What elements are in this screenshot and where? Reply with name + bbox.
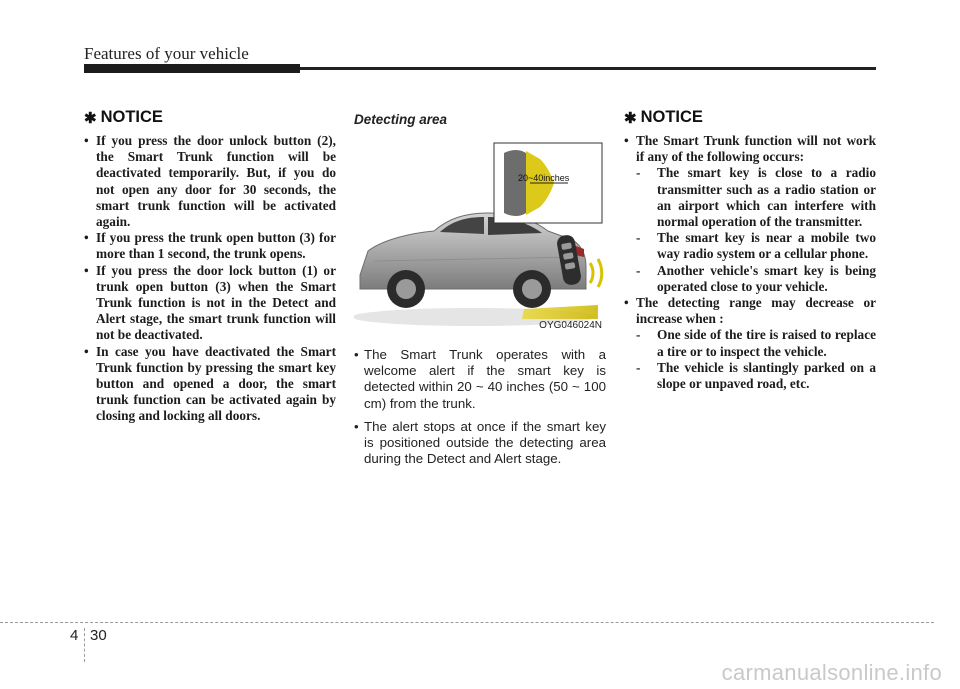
right-notice-subitem-text: The smart key is close to a radio transmitter such as a radio station or an airport which can interfere with normal operation of the transmitter. bbox=[657, 165, 876, 230]
right-notice-subitem-text: The smart key is near a mobile two way radio system or a cellular phone. bbox=[657, 230, 876, 262]
right-notice-item-text: The detecting range may decrease or increase when : bbox=[636, 295, 876, 327]
right-notice-subitem: - One side of the tire is raised to replace a tire or to inspect the vehicle. bbox=[636, 327, 876, 359]
right-notice-list bbox=[624, 133, 876, 392]
left-notice-list bbox=[84, 133, 336, 425]
car-wheel-rear-hub bbox=[522, 279, 542, 299]
right-notice-item bbox=[624, 295, 876, 392]
footer-divider bbox=[84, 628, 85, 662]
detecting-area-figure bbox=[354, 139, 606, 335]
watermark: carmanualsonline.info bbox=[721, 660, 942, 685]
left-notice-item: • If you press the door lock button (1) or trunk open button (3) when the Smart Trunk function is not in the Detect and Alert stage, the smart trunk function will not be deactivated. bbox=[84, 263, 336, 344]
right-notice-item bbox=[624, 133, 876, 295]
left-notice-item: • If you press the trunk open button (3) for more than 1 second, the trunk opens. bbox=[84, 230, 336, 262]
left-notice-title bbox=[84, 108, 336, 127]
signal-waves-icon bbox=[590, 259, 602, 287]
page-header-title: Features of your vehicle bbox=[84, 44, 249, 63]
right-notice-subitem: - The smart key is close to a radio transmitter such as a radio station or an airport which can interfere with normal operation of the transmitter. bbox=[636, 165, 876, 230]
page-section-number: 4 bbox=[70, 627, 79, 644]
right-notice-subitem: - The smart key is near a mobile two way radio system or a cellular phone. bbox=[636, 230, 876, 262]
left-notice-item: • In case you have deactivated the Smart Trunk function by pressing the smart key button and opened a door, the smart trunk function can be activated again by closing and locking all doors. bbox=[84, 344, 336, 425]
right-notice-sublist bbox=[636, 327, 876, 392]
inset-range-label: 20~40inches bbox=[518, 173, 570, 183]
right-notice-subitem-text: The vehicle is slantingly parked on a slope or unpaved road, etc. bbox=[657, 359, 876, 392]
notice-star-icon: ✱ bbox=[84, 109, 97, 127]
left-notice-item: • If you press the door unlock button (2), the Smart Trunk function will be deactivated temporarily. But, if you do not open any door for 30 seconds, the smart trunk function will be activated again. bbox=[84, 133, 336, 230]
right-notice-subitem-text: Another vehicle's smart key is being operated close to your vehicle. bbox=[657, 262, 876, 294]
right-notice-column bbox=[624, 108, 876, 392]
right-notice-subitem: - The vehicle is slantingly parked on a slope or unpaved road, etc. bbox=[636, 359, 876, 392]
left-notice-column bbox=[84, 108, 336, 425]
detecting-area-column bbox=[354, 108, 606, 474]
right-notice-subitem: - Another vehicle's smart key is being operated close to your vehicle. bbox=[636, 262, 876, 294]
right-notice-title bbox=[624, 108, 876, 127]
detecting-area-item: • The Smart Trunk operates with a welcome alert if the smart key is detected within 20 ~ 40 inches (50 ~ 100 cm) from the trunk. bbox=[354, 347, 606, 412]
header-tab-bar bbox=[84, 64, 300, 73]
car-wheel-front-hub bbox=[396, 279, 416, 299]
detecting-area-list bbox=[354, 347, 606, 467]
inset-car-rear bbox=[504, 150, 526, 216]
detecting-area-heading: Detecting area bbox=[354, 112, 448, 127]
right-notice-item-text: The Smart Trunk function will not work if any of the following occurs: bbox=[636, 133, 876, 165]
notice-star-icon: ✱ bbox=[624, 109, 637, 127]
left-notice-title-text: NOTICE bbox=[100, 108, 163, 126]
detecting-area-item: • The alert stops at once if the smart key is positioned outside the detecting area during the Detect and Alert stage. bbox=[354, 419, 606, 468]
footer-rule bbox=[0, 622, 934, 623]
detecting-area-illustration bbox=[354, 139, 606, 335]
right-notice-sublist bbox=[636, 165, 876, 295]
right-notice-title-text: NOTICE bbox=[640, 108, 703, 126]
figure-code: OYG046024N bbox=[539, 320, 602, 331]
right-notice-subitem-text: One side of the tire is raised to replace a tire or to inspect the vehicle. bbox=[657, 327, 876, 359]
page-number: 30 bbox=[90, 627, 107, 644]
